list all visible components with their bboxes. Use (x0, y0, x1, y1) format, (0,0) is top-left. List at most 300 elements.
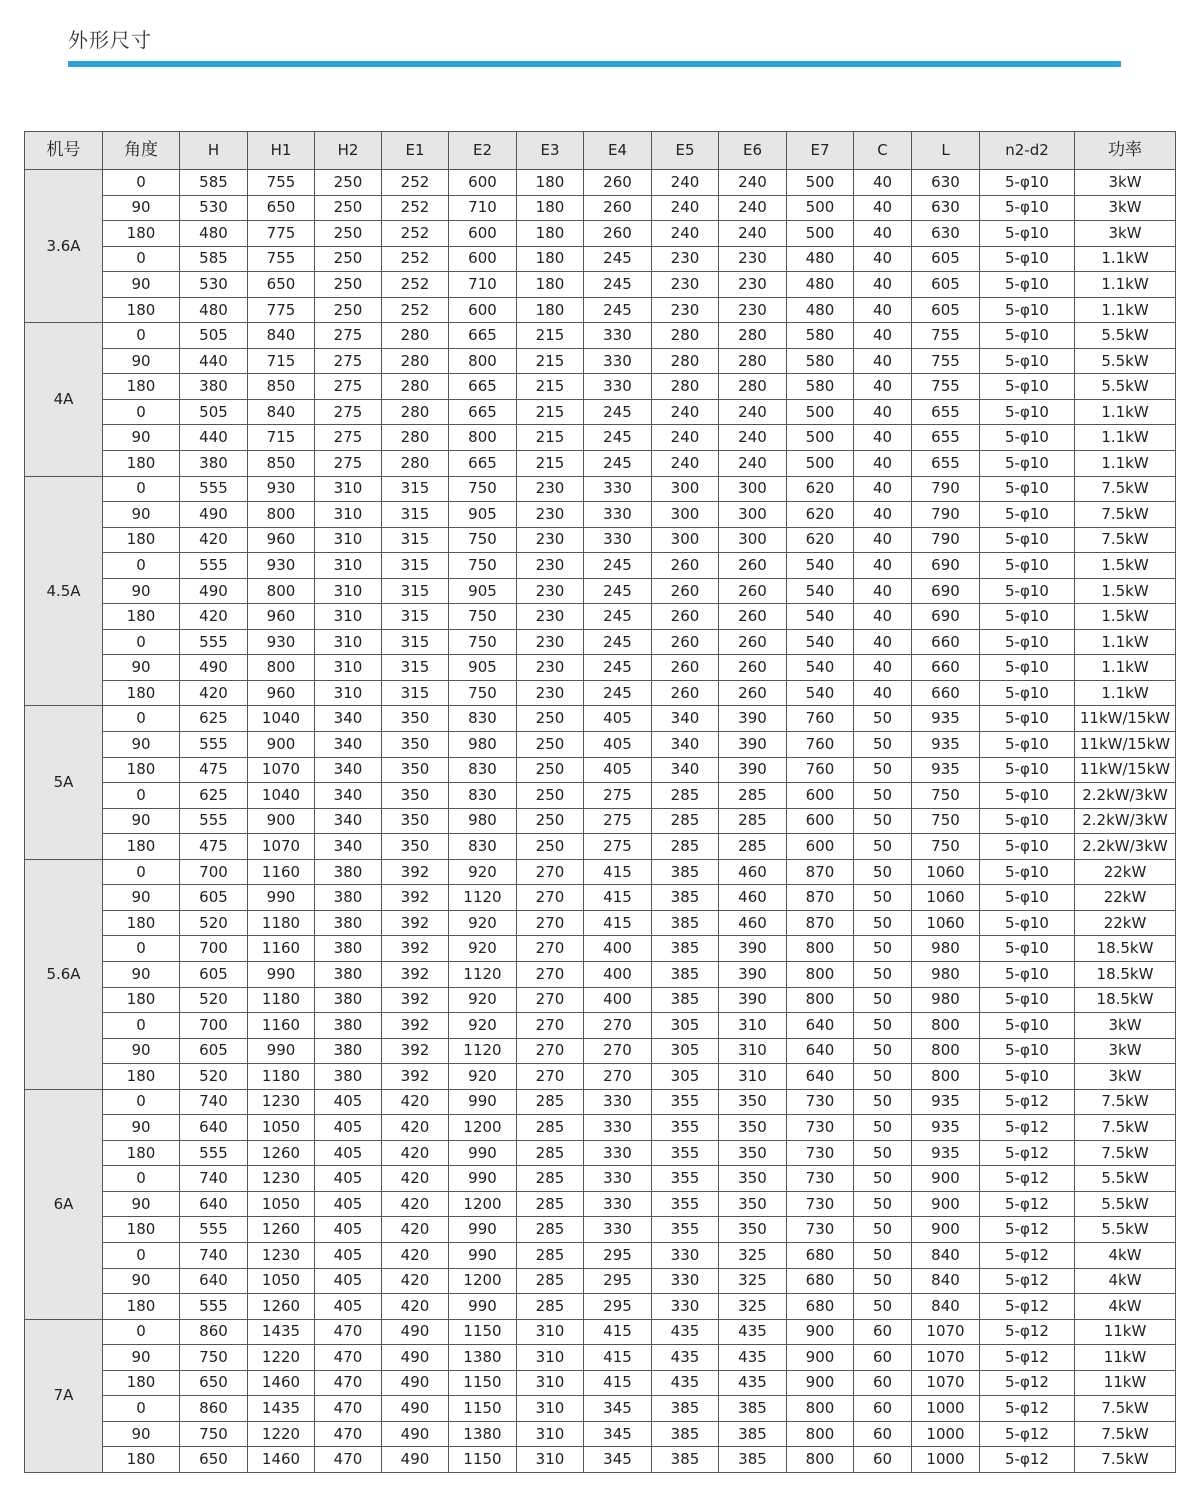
header-cell: E7 (787, 132, 854, 170)
table-cell: 240 (719, 170, 787, 196)
table-cell: 340 (315, 732, 382, 758)
table-cell: 260 (719, 680, 787, 706)
table-cell: 260 (719, 629, 787, 655)
table-cell: 252 (382, 221, 449, 247)
header-cell: H (180, 132, 248, 170)
table-cell: 420 (382, 1166, 449, 1192)
table-cell: 380 (180, 451, 248, 477)
table-cell: 260 (584, 221, 652, 247)
table-cell: 5-φ12 (980, 1140, 1075, 1166)
table-cell: 380 (315, 885, 382, 911)
table-cell: 50 (854, 1038, 912, 1064)
table-cell: 5-φ10 (980, 885, 1075, 911)
table-cell: 315 (382, 629, 449, 655)
table-cell: 275 (584, 834, 652, 860)
table-row (25, 1294, 1176, 1320)
table-cell: 285 (517, 1268, 584, 1294)
table-cell: 250 (315, 195, 382, 221)
table-cell: 330 (584, 1115, 652, 1141)
table-cell: 505 (180, 399, 248, 425)
table-cell: 1150 (449, 1370, 517, 1396)
table-body (25, 170, 1176, 1473)
table-cell: 350 (719, 1115, 787, 1141)
table-cell: 275 (584, 808, 652, 834)
table-cell: 435 (652, 1345, 719, 1371)
table-row (25, 629, 1176, 655)
table-cell: 420 (382, 1242, 449, 1268)
table-cell: 5-φ10 (980, 476, 1075, 502)
table-cell: 230 (517, 476, 584, 502)
table-cell: 215 (517, 399, 584, 425)
model-cell: 7A (25, 1319, 103, 1472)
table-row (25, 1140, 1176, 1166)
table-cell: 0 (103, 476, 180, 502)
table-cell: 240 (652, 399, 719, 425)
table-cell: 392 (382, 1064, 449, 1090)
table-cell: 245 (584, 553, 652, 579)
table-cell: 245 (584, 578, 652, 604)
table-cell: 3kW (1075, 195, 1176, 221)
table-cell: 1120 (449, 1038, 517, 1064)
table-cell: 990 (449, 1089, 517, 1115)
table-cell: 50 (854, 808, 912, 834)
table-cell: 392 (382, 910, 449, 936)
table-cell: 600 (787, 834, 854, 860)
table-cell: 1230 (248, 1089, 315, 1115)
table-cell: 345 (584, 1447, 652, 1473)
table-cell: 1040 (248, 706, 315, 732)
header-cell: E2 (449, 132, 517, 170)
table-cell: 415 (584, 859, 652, 885)
table-cell: 330 (584, 1217, 652, 1243)
table-cell: 392 (382, 859, 449, 885)
table-row (25, 1242, 1176, 1268)
table-cell: 315 (382, 680, 449, 706)
table-cell: 270 (517, 987, 584, 1013)
table-cell: 500 (787, 195, 854, 221)
table-cell: 900 (787, 1319, 854, 1345)
table-cell: 392 (382, 987, 449, 1013)
table-cell: 180 (103, 987, 180, 1013)
table-cell: 420 (382, 1089, 449, 1115)
table-cell: 240 (652, 425, 719, 451)
table-cell: 870 (787, 859, 854, 885)
table-cell: 280 (382, 425, 449, 451)
table-cell: 245 (584, 629, 652, 655)
table-cell: 755 (248, 246, 315, 272)
table-cell: 505 (180, 323, 248, 349)
table-cell: 90 (103, 732, 180, 758)
table-cell: 800 (787, 961, 854, 987)
table-cell: 750 (912, 834, 980, 860)
header-cell: n2-d2 (980, 132, 1075, 170)
table-cell: 380 (315, 987, 382, 1013)
table-cell: 350 (382, 808, 449, 834)
table-cell: 750 (449, 604, 517, 630)
table-cell: 180 (103, 910, 180, 936)
table-cell: 1260 (248, 1217, 315, 1243)
table-cell: 1070 (912, 1345, 980, 1371)
table-cell: 920 (449, 910, 517, 936)
table-cell: 11kW/15kW (1075, 706, 1176, 732)
table-row (25, 221, 1176, 247)
table-cell: 730 (787, 1191, 854, 1217)
table-cell: 800 (787, 1447, 854, 1473)
table-cell: 5-φ10 (980, 527, 1075, 553)
table-cell: 260 (652, 604, 719, 630)
table-cell: 50 (854, 706, 912, 732)
table-row (25, 170, 1176, 196)
table-cell: 245 (584, 399, 652, 425)
table-cell: 240 (719, 195, 787, 221)
table-cell: 800 (248, 502, 315, 528)
table-cell: 275 (315, 374, 382, 400)
table-cell: 1.1kW (1075, 425, 1176, 451)
table-cell: 300 (719, 527, 787, 553)
table-cell: 180 (517, 297, 584, 323)
table-cell: 760 (787, 706, 854, 732)
table-cell: 405 (315, 1294, 382, 1320)
table-cell: 310 (517, 1370, 584, 1396)
table-cell: 700 (180, 859, 248, 885)
table-row (25, 1064, 1176, 1090)
table-cell: 50 (854, 1268, 912, 1294)
table-cell: 355 (652, 1166, 719, 1192)
table-cell: 90 (103, 502, 180, 528)
table-row (25, 1115, 1176, 1141)
table-cell: 3kW (1075, 1013, 1176, 1039)
table-cell: 1160 (248, 859, 315, 885)
table-cell: 295 (584, 1242, 652, 1268)
table-cell: 435 (719, 1345, 787, 1371)
table-cell: 355 (652, 1089, 719, 1115)
table-cell: 90 (103, 1345, 180, 1371)
table-cell: 280 (382, 399, 449, 425)
table-cell: 7.5kW (1075, 527, 1176, 553)
table-cell: 250 (517, 757, 584, 783)
table-header (25, 132, 1176, 170)
table-cell: 415 (584, 1370, 652, 1396)
table-cell: 230 (517, 655, 584, 681)
table-cell: 250 (517, 732, 584, 758)
table-cell: 50 (854, 987, 912, 1013)
table-cell: 355 (652, 1191, 719, 1217)
table-cell: 475 (180, 757, 248, 783)
table-cell: 5-φ10 (980, 502, 1075, 528)
table-cell: 840 (248, 399, 315, 425)
table-cell: 7.5kW (1075, 1396, 1176, 1422)
table-cell: 40 (854, 553, 912, 579)
table-cell: 330 (652, 1294, 719, 1320)
table-cell: 270 (517, 1013, 584, 1039)
table-cell: 250 (517, 808, 584, 834)
table-cell: 490 (382, 1396, 449, 1422)
table-cell: 420 (382, 1294, 449, 1320)
table-cell: 280 (652, 323, 719, 349)
table-cell: 660 (912, 680, 980, 706)
table-cell: 750 (449, 680, 517, 706)
table-cell: 850 (248, 374, 315, 400)
table-cell: 330 (584, 1166, 652, 1192)
table-cell: 40 (854, 655, 912, 681)
table-cell: 275 (315, 399, 382, 425)
table-row (25, 1038, 1176, 1064)
table-cell: 90 (103, 425, 180, 451)
table-cell: 392 (382, 936, 449, 962)
table-cell: 40 (854, 502, 912, 528)
table-cell: 260 (719, 604, 787, 630)
table-cell: 180 (103, 680, 180, 706)
header-cell: H1 (248, 132, 315, 170)
table-cell: 5-φ12 (980, 1319, 1075, 1345)
table-cell: 2.2kW/3kW (1075, 808, 1176, 834)
table-cell: 230 (719, 272, 787, 298)
table-cell: 350 (719, 1191, 787, 1217)
table-cell: 230 (719, 246, 787, 272)
table-cell: 7.5kW (1075, 502, 1176, 528)
table-cell: 310 (517, 1319, 584, 1345)
table-cell: 250 (315, 170, 382, 196)
table-cell: 250 (517, 706, 584, 732)
table-cell: 5-φ10 (980, 170, 1075, 196)
table-cell: 215 (517, 323, 584, 349)
table-cell: 935 (912, 1115, 980, 1141)
table-cell: 1160 (248, 1013, 315, 1039)
table-cell: 420 (382, 1191, 449, 1217)
table-cell: 305 (652, 1013, 719, 1039)
table-cell: 245 (584, 655, 652, 681)
table-cell: 0 (103, 1166, 180, 1192)
table-cell: 180 (103, 1064, 180, 1090)
table-cell: 555 (180, 1140, 248, 1166)
table-cell: 990 (248, 961, 315, 987)
table-cell: 600 (449, 170, 517, 196)
table-cell: 490 (180, 655, 248, 681)
table-cell: 760 (787, 732, 854, 758)
table-cell: 310 (517, 1447, 584, 1473)
table-cell: 90 (103, 1191, 180, 1217)
table-cell: 392 (382, 1013, 449, 1039)
table-cell: 5-φ10 (980, 808, 1075, 834)
table-cell: 1.1kW (1075, 246, 1176, 272)
table-cell: 340 (652, 732, 719, 758)
table-cell: 715 (248, 425, 315, 451)
table-cell: 905 (449, 502, 517, 528)
table-cell: 990 (449, 1140, 517, 1166)
table-cell: 260 (719, 553, 787, 579)
table-row (25, 553, 1176, 579)
table-cell: 310 (315, 527, 382, 553)
table-cell: 60 (854, 1345, 912, 1371)
table-cell: 400 (584, 961, 652, 987)
table-cell: 470 (315, 1345, 382, 1371)
header-cell: E6 (719, 132, 787, 170)
table-cell: 310 (719, 1013, 787, 1039)
table-cell: 5-φ10 (980, 195, 1075, 221)
table-cell: 390 (719, 706, 787, 732)
table-cell: 385 (652, 910, 719, 936)
table-cell: 405 (584, 757, 652, 783)
table-cell: 90 (103, 655, 180, 681)
table-cell: 392 (382, 1038, 449, 1064)
table-cell: 900 (787, 1345, 854, 1371)
table-cell: 620 (787, 502, 854, 528)
table-cell: 730 (787, 1140, 854, 1166)
table-cell: 640 (180, 1191, 248, 1217)
table-cell: 385 (719, 1421, 787, 1447)
table-cell: 325 (719, 1242, 787, 1268)
table-cell: 350 (382, 706, 449, 732)
table-cell: 5-φ10 (980, 1038, 1075, 1064)
table-cell: 385 (652, 936, 719, 962)
table-cell: 420 (180, 604, 248, 630)
table-cell: 1220 (248, 1421, 315, 1447)
table-row (25, 834, 1176, 860)
table-cell: 1060 (912, 859, 980, 885)
table-cell: 285 (652, 783, 719, 809)
table-cell: 415 (584, 885, 652, 911)
table-cell: 660 (912, 655, 980, 681)
table-cell: 1460 (248, 1447, 315, 1473)
table-cell: 0 (103, 1242, 180, 1268)
table-cell: 7.5kW (1075, 1089, 1176, 1115)
table-cell: 580 (787, 348, 854, 374)
table-cell: 240 (719, 399, 787, 425)
table-cell: 555 (180, 808, 248, 834)
table-cell: 5-φ12 (980, 1396, 1075, 1422)
table-cell: 330 (584, 1140, 652, 1166)
table-cell: 245 (584, 680, 652, 706)
table-cell: 840 (248, 323, 315, 349)
table-cell: 330 (584, 476, 652, 502)
table-cell: 5-φ12 (980, 1294, 1075, 1320)
table-cell: 90 (103, 1268, 180, 1294)
table-cell: 315 (382, 553, 449, 579)
table-cell: 330 (584, 323, 652, 349)
table-cell: 585 (180, 246, 248, 272)
table-cell: 1.1kW (1075, 451, 1176, 477)
table-cell: 960 (248, 527, 315, 553)
table-cell: 440 (180, 348, 248, 374)
table-cell: 730 (787, 1217, 854, 1243)
table-cell: 480 (787, 272, 854, 298)
table-cell: 300 (652, 502, 719, 528)
table-cell: 680 (787, 1294, 854, 1320)
table-cell: 5-φ12 (980, 1345, 1075, 1371)
table-cell: 750 (912, 783, 980, 809)
table-cell: 420 (382, 1115, 449, 1141)
table-cell: 240 (719, 221, 787, 247)
table-cell: 285 (652, 808, 719, 834)
table-cell: 285 (719, 834, 787, 860)
table-cell: 280 (382, 348, 449, 374)
table-cell: 180 (103, 374, 180, 400)
header-cell: 角度 (103, 132, 180, 170)
table-cell: 665 (449, 451, 517, 477)
table-cell: 1180 (248, 910, 315, 936)
table-cell: 385 (652, 859, 719, 885)
table-cell: 275 (315, 323, 382, 349)
table-cell: 605 (180, 1038, 248, 1064)
table-cell: 90 (103, 1421, 180, 1447)
table-cell: 650 (180, 1447, 248, 1473)
table-cell: 40 (854, 374, 912, 400)
table-cell: 540 (787, 553, 854, 579)
table-cell: 7.5kW (1075, 476, 1176, 502)
table-cell: 690 (912, 553, 980, 579)
table-cell: 90 (103, 195, 180, 221)
table-cell: 935 (912, 732, 980, 758)
table-cell: 40 (854, 578, 912, 604)
table-cell: 40 (854, 629, 912, 655)
model-cell: 3.6A (25, 170, 103, 323)
table-cell: 40 (854, 476, 912, 502)
table-cell: 1.5kW (1075, 553, 1176, 579)
table-row (25, 323, 1176, 349)
table-cell: 0 (103, 859, 180, 885)
table-cell: 280 (382, 451, 449, 477)
table-cell: 740 (180, 1242, 248, 1268)
table-cell: 1260 (248, 1294, 315, 1320)
table-cell: 1200 (449, 1115, 517, 1141)
table-cell: 180 (103, 221, 180, 247)
table-cell: 930 (248, 476, 315, 502)
table-cell: 840 (912, 1242, 980, 1268)
table-cell: 800 (912, 1038, 980, 1064)
table-cell: 50 (854, 1064, 912, 1090)
table-cell: 435 (719, 1319, 787, 1345)
table-cell: 50 (854, 1013, 912, 1039)
table-cell: 215 (517, 425, 584, 451)
table-cell: 990 (248, 885, 315, 911)
table-cell: 1000 (912, 1421, 980, 1447)
table-cell: 490 (382, 1447, 449, 1473)
table-row (25, 374, 1176, 400)
table-cell: 280 (719, 374, 787, 400)
table-cell: 405 (315, 1166, 382, 1192)
table-cell: 470 (315, 1421, 382, 1447)
table-cell: 385 (719, 1396, 787, 1422)
table-cell: 300 (719, 476, 787, 502)
table-cell: 4kW (1075, 1294, 1176, 1320)
table-cell: 750 (449, 527, 517, 553)
table-cell: 0 (103, 783, 180, 809)
table-cell: 1.1kW (1075, 680, 1176, 706)
table-cell: 285 (652, 834, 719, 860)
table-cell: 500 (787, 425, 854, 451)
table-cell: 755 (912, 374, 980, 400)
table-cell: 800 (787, 987, 854, 1013)
table-cell: 5.5kW (1075, 348, 1176, 374)
table-cell: 60 (854, 1370, 912, 1396)
table-cell: 230 (652, 297, 719, 323)
table-cell: 280 (719, 348, 787, 374)
table-row (25, 655, 1176, 681)
table-cell: 4kW (1075, 1242, 1176, 1268)
table-cell: 90 (103, 961, 180, 987)
model-cell: 6A (25, 1089, 103, 1319)
table-cell: 240 (652, 195, 719, 221)
table-cell: 0 (103, 706, 180, 732)
header-cell: E4 (584, 132, 652, 170)
table-cell: 285 (517, 1115, 584, 1141)
table-cell: 330 (652, 1242, 719, 1268)
table-cell: 605 (912, 246, 980, 272)
table-cell: 385 (652, 1396, 719, 1422)
table-cell: 530 (180, 272, 248, 298)
table-cell: 830 (449, 706, 517, 732)
table-cell: 5-φ10 (980, 859, 1075, 885)
